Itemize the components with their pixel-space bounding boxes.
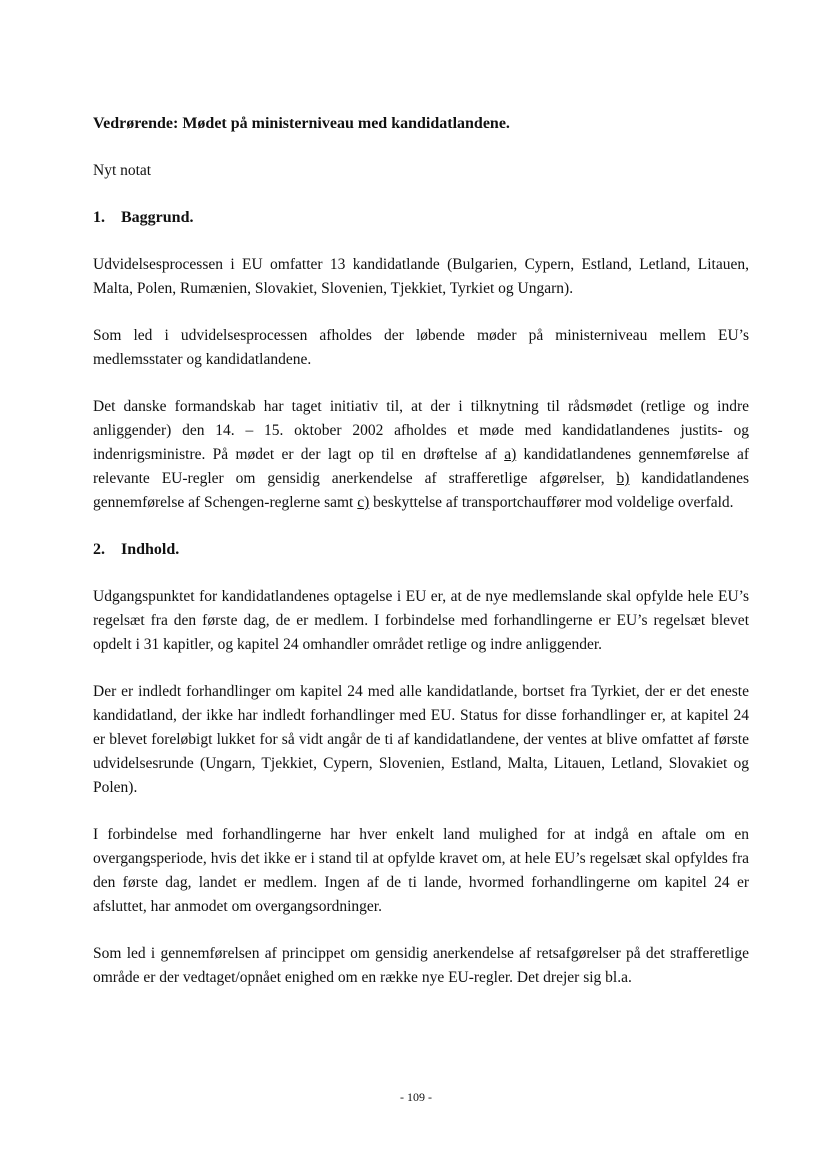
paragraph-negotiations: Der er indledt forhandlinger om kapitel 24 med alle kandidatlande, bortset fra Tyrkiet, der er det eneste kandidatland, der ikke har indledt forhandlinger med EU. Status for disse forhandlinger er, at kapitel 24 er blevet foreløbigt lukket for så vidt angår de ti af kandidatlandene, der ventes at blive omfattet af første udvidelsesrunde (Ungarn, Tjekkiet, Cypern, Slovenien, Estland, Malta, Litauen, Letland, Slovakiet og Polen).	[93, 683, 749, 796]
section-heading-content	[93, 538, 749, 562]
paragraph-text: kandidatlandenes gennemførelse af Schengen-reglerne samt	[93, 470, 749, 511]
section-number: 2.	[93, 541, 105, 558]
paragraph-ministerial-meetings: Som led i udvidelsesprocessen afholdes der løbende møder på ministerniveau mellem EU’s medlemsstater og kandidatlandene.	[93, 327, 749, 368]
paragraph-text: kandidatlandenes gennemførelse af relevante EU-regler om gensidig anerkendelse af strafferetlige afgørelser,	[93, 446, 749, 487]
note-label: Nyt notat	[93, 162, 152, 179]
paragraph-presidency-initiative	[93, 395, 749, 515]
list-label: c)	[357, 494, 370, 511]
document-body	[93, 112, 749, 1013]
section-number: 1.	[93, 209, 105, 226]
paragraph-mutual-recognition: Som led i gennemførelsen af princippet om gensidig anerkendelse af retsafgørelser på det strafferetlige område er der vedtaget/opnået enighed om en række nye EU-regler. Det drejer sig bl.a.	[93, 945, 749, 986]
section-title: Indhold.	[121, 541, 180, 558]
page-number: - 109 -	[400, 1090, 432, 1104]
paragraph-transition: I forbindelse med forhandlingerne har hver enkelt land mulighed for at indgå en aftale om en overgangsperiode, hvis det ikke er i stand til at opfylde kravet om, at hele EU’s regelsæt skal opfyldes fra den første dag, landet er medlem. Ingen af de ti lande, hvormed forhandlingerne om kapitel 24 er afsluttet, har anmodet om overgangsordninger.	[93, 826, 749, 915]
section-title: Baggrund.	[121, 209, 194, 226]
list-label: a)	[504, 446, 517, 463]
section-heading-background	[93, 206, 749, 230]
paragraph-candidate-countries: Udvidelsesprocessen i EU omfatter 13 kandidatlande (Bulgarien, Cypern, Estland, Letland, Litauen, Malta, Polen, Rumænien, Slovakiet, Slovenien, Tjekkiet, Tyrkiet og Ungarn).	[93, 256, 749, 297]
list-label: b)	[616, 470, 630, 487]
subject-line: Vedrørende: Mødet på ministerniveau med kandidatlandene.	[93, 115, 510, 132]
paragraph-text: Det danske formandskab har taget initiativ til, at der i tilknytning til rådsmødet (retlige og indre anliggender) den 14. – 15. oktober 2002 afholdes et møde med kandidatlandenes justits- og indenrigsministre. På mødet er der lagt op til en drøftelse af	[93, 398, 749, 463]
paragraph-text: beskyttelse af transportchauffører mod voldelige overfald.	[369, 494, 734, 511]
paragraph-starting-point: Udgangspunktet for kandidatlandenes optagelse i EU er, at de nye medlemslande skal opfylde hele EU’s regelsæt fra den første dag, de er medlem. I forbindelse med forhandlingerne er EU’s regelsæt blevet opdelt i 31 kapitler, og kapitel 24 omhandler området retlige og indre anliggender.	[93, 588, 749, 653]
